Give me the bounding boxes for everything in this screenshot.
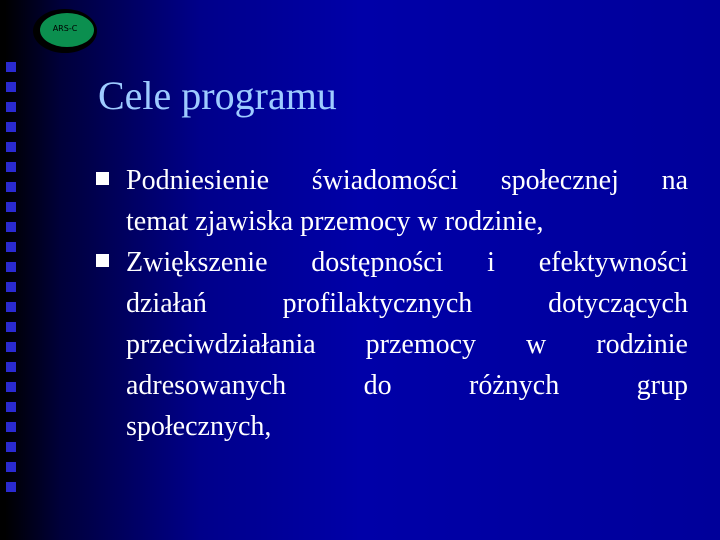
decorative-square — [6, 162, 16, 172]
decorative-square — [6, 422, 16, 432]
bullet-line: działań profilaktycznych dotyczących — [126, 288, 688, 319]
bullet-line: temat zjawiska przemocy w rodzinie, — [126, 206, 544, 237]
decorative-square — [6, 342, 16, 352]
decorative-square — [6, 242, 16, 252]
decorative-square — [6, 382, 16, 392]
bullet-item — [96, 160, 688, 242]
bullet-item — [96, 242, 688, 447]
decorative-square — [6, 362, 16, 372]
decorative-square — [6, 222, 16, 232]
decorative-square — [6, 202, 16, 212]
square-bullet-icon — [96, 172, 109, 185]
bullet-line: społecznych, — [126, 411, 272, 442]
square-bullet-icon — [96, 254, 109, 267]
bullet-line: adresowanych do różnych grup — [126, 370, 688, 401]
bullet-list — [96, 160, 688, 447]
logo — [32, 8, 98, 54]
slide-title: Cele programu — [98, 73, 337, 118]
bullet-line: Podniesienie świadomości społecznej na — [126, 165, 688, 196]
decorative-square — [6, 442, 16, 452]
decorative-square — [6, 302, 16, 312]
decorative-square — [6, 482, 16, 492]
decorative-square — [6, 182, 16, 192]
decorative-square — [6, 262, 16, 272]
decorative-square — [6, 462, 16, 472]
logo-text: ARS-C — [52, 24, 78, 33]
decorative-square — [6, 142, 16, 152]
decorative-square — [6, 402, 16, 412]
bullet-line: Zwiększenie dostępności i efektywności — [126, 247, 688, 278]
decorative-square — [6, 122, 16, 132]
decorative-square — [6, 102, 16, 112]
decorative-square-strip — [0, 0, 22, 540]
decorative-square — [6, 62, 16, 72]
decorative-square — [6, 322, 16, 332]
decorative-square — [6, 82, 16, 92]
bullet-line: przeciwdziałania przemocy w rodzinie — [126, 329, 688, 360]
decorative-square — [6, 282, 16, 292]
